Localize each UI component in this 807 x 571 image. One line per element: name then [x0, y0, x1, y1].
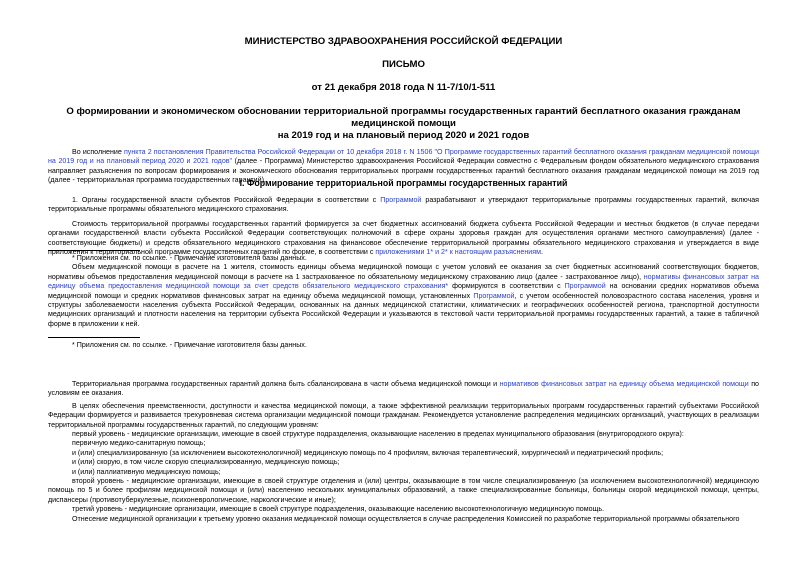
resolution-link[interactable]: пункта 2 постановления Правительства Российской Федерации от 10 декабря 2018 г. N 1506 "О Программе государственных гарантий бесплатного оказания гражданам медицинской помощи на 2019 год и на плановый период 2020 и 2021 годов" — [48, 148, 759, 166]
level-1-item-2: и (или) специализированную (за исключением высокотехнологичной) медицинскую помощь по 4 профилям, включая терапевтический, хирургический и педиатрический профиль; — [72, 448, 664, 457]
level-1-item-3: и (или) скорую, в том числе скорую специализированную, медицинскую помощь; — [72, 458, 340, 467]
footnote-2-block — [48, 337, 759, 350]
document-type: ПИСЬМО — [382, 59, 425, 70]
footnote-2: * Приложения см. по ссылке. - Примечание изготовителя базы данных. — [72, 341, 307, 349]
financial-norms-link[interactable]: нормативы финансовых затрат на единицу объема предоставления медицинской помощи за счет средств обязательного медицинского страхования* — [48, 272, 760, 291]
level-1: первый уровень - медицинские организации, имеющие в своей структуре подразделения, оказывающие населению в пределах муниципального образования (внутригородского округа): — [72, 430, 684, 439]
level-1-item-4: и (или) паллиативную медицинскую помощь; — [72, 467, 221, 476]
appendices-link[interactable]: приложениями 1* и 2* к настоящим разъяснениям — [375, 248, 541, 257]
section-3-paragraph-1: Территориальная программа государственных гарантий должна быть сбалансирована в части объема медицинской помощи и нормативов финансовых затрат на единицу объема медицинской помощи по условиям ее оказания. — [48, 380, 759, 398]
section-1-heading: I. Формирование территориальной программы государственных гарантий — [239, 178, 568, 188]
document-title — [48, 106, 759, 142]
title-line-2: на 2019 год и на плановый период 2020 и 2021 годов — [277, 130, 530, 141]
program-link[interactable]: Программой — [380, 196, 422, 204]
level-3: третий уровень - медицинские организации, имеющие в своей структуре подразделения, оказывающие населению высокотехнологичную медицинскую помощь. — [72, 505, 605, 514]
section-2-paragraph-1: Объем медицинской помощи в расчете на 1 жителя, стоимость единицы объема медицинской помощи с учетом условий ее оказания за счет бюджетных ассигнований соответствующих бюджетов, нормативы объемов предоставления медицинской помощи в расчете на 1 застрахованное по обязательному медицинскому страхованию лицо (далее - застрахованное лицо), нормативы финансовых затрат на единицу объема предоставления медицинской помощи за счет средств обязательного медицинского страхования* формируются в соответствии с Программой на основании средних нормативов объема медицинской помощи и средних нормативов финансовых затрат на единицу объема медицинской помощи, установленных Программой, с учетом особенностей половозрастного состава населения, уровня и структуры заболеваемости населения субъекта Российской Федерации, основанных на данных медицинской статистики, климатических и географических особенностей региона, транспортной доступности медицинских организаций и плотности населения на территории субъекта Российской Федерации и указываются в текстовой части территориальной программы государственных гарантий, а также в табличной форме в приложении к ней. — [48, 263, 760, 328]
level-1-item-1: первичную медико-санитарную помощь; — [72, 439, 206, 448]
section-3-paragraph-2: В целях обеспечения преемственности, доступности и качества медицинской помощи, а также эффективной реализации территориальных программ государственных гарантий субъектами Российской Федерации формируется и развивается трехуровневая система организации медицинской помощи гражданам. Рекомендуется установление распределения медицинских организаций, участвующих в реализации территориальной программы государственных гарантий, по следующим уровням: — [48, 401, 759, 429]
program-link-3[interactable]: Программой — [473, 291, 515, 300]
ministry-heading: МИНИСТЕРСТВО ЗДРАВООХРАНЕНИЯ РОССИЙСКОЙ ФЕДЕРАЦИИ — [244, 36, 563, 47]
section-1 — [48, 178, 759, 257]
level-2: второй уровень - медицинские организации, имеющие в своей структуре отделения и (или) центры, оказывающие в том числе специализированную (за исключением высокотехнологичной) медицинскую помощь по 5 и более профилям медицинской помощи и (или) населению нескольких муниципальных образований, а также специализированные больницы, больницы скорой медицинской помощи, центры, диспансеры (противотуберкулезные, психоневрологические, наркологические и иные); — [48, 477, 759, 504]
intro-paragraph: Во исполнение пункта 2 постановления Правительства Российской Федерации от 10 декабря 2018 г. N 1506 "О Программе государственных гарантий бесплатного оказания гражданам медицинской помощи на 2019 год и на плановый период 2020 и 2021 годов" (далее - Программа) Министерство здравоохранения Российской Федерации совместно с Федеральным фондом обязательного медицинского страхования направляет разъяснения по вопросам формирования и экономического обоснования территориальных программ государственных гарантий бесплатного оказания гражданам медицинской помощи на 2019 год (далее - территориальная программа государственных гарантий). — [48, 148, 759, 185]
level-3-assignment: Отнесение медицинской организации к третьему уровню оказания медицинской помощи осуществляется в случае распределения Комиссией по разработке территориальной программы обязательного — [72, 514, 740, 523]
section-1-paragraph-1: 1. Органы государственной власти субъектов Российской Федерации в соответствии с Программой разрабатывают и утверждают территориальные программы государственных гарантий, включая территориальные программы обязательного медицинского страхования. — [48, 196, 760, 214]
financial-norms-link-2[interactable]: нормативов финансовых затрат на единицу объема медицинской помощи — [499, 380, 749, 388]
program-link-2[interactable]: Программой — [564, 282, 606, 291]
footnote-1: * Приложения см. по ссылке. - Примечание изготовителя базы данных. — [72, 254, 307, 262]
footnote-1-block — [48, 250, 759, 329]
section-3 — [48, 380, 759, 524]
document-date-number: от 21 декабря 2018 года N 11-7/10/1-511 — [311, 82, 496, 93]
title-line-1: О формировании и экономическом обосновании территориальной программы государственных гарантий бесплатного оказания гражданам медицинской помощи — [66, 106, 741, 129]
section-1-paragraph-2: Стоимость территориальной программы государственных гарантий формируется за счет бюджетных ассигнований бюджета субъекта Российской Федерации и местных бюджетов (в случае передачи органами государственной власти субъекта Российской Федерации соответствующих полномочий в сфере охраны здоровья граждан для осуществления органами местного самоуправления) (далее - соответствующие бюджеты) и средств обязательного медицинского страхования на финансовое обеспечение территориальной программы обязательного медицинского страхования и утверждается в виде приложения к территориальной программе государственных гарантий по форме, в соответствии с приложениями 1* и 2* к настоящим разъяснениям. — [48, 219, 759, 257]
